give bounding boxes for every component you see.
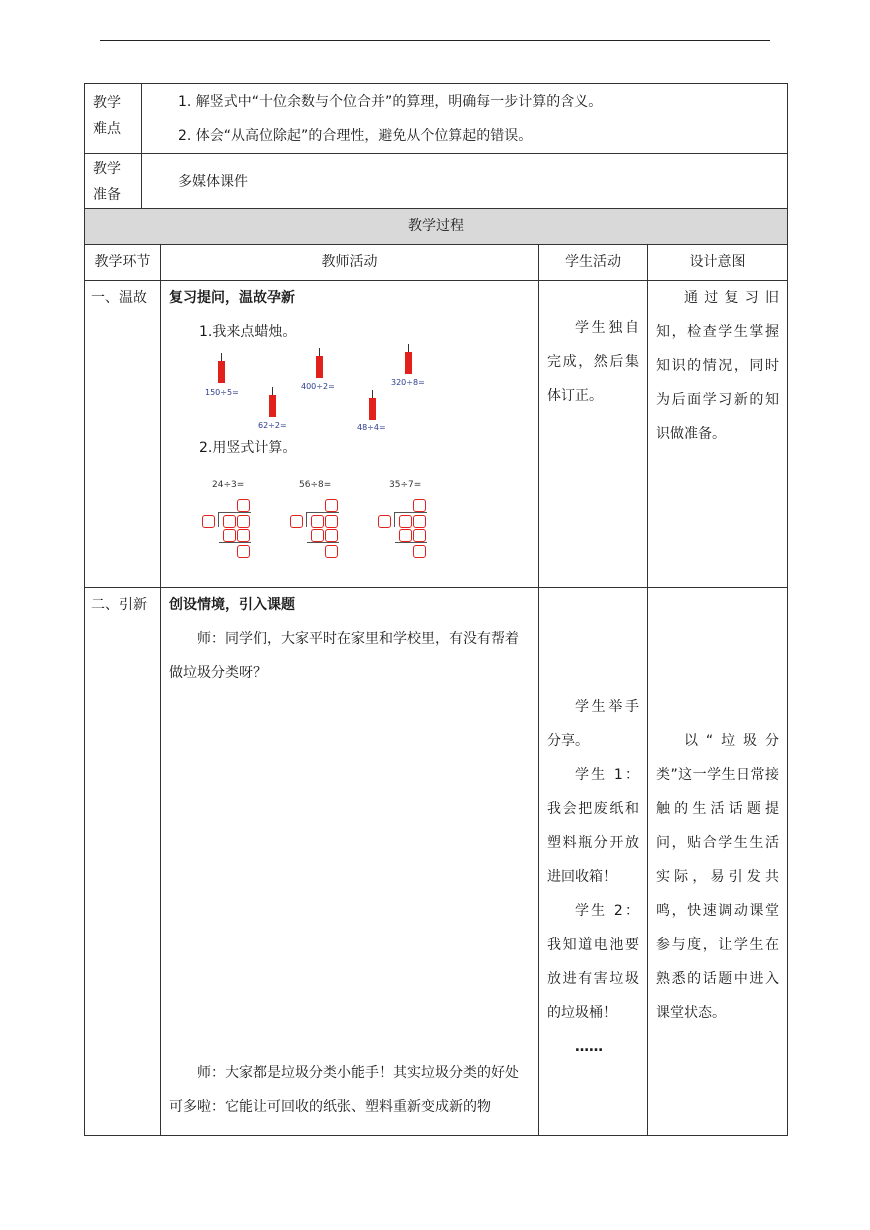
candle-label-5: 48÷4=	[357, 423, 386, 432]
stage-cell	[85, 281, 161, 588]
candle-label-1: 150÷5=	[205, 388, 239, 397]
student-share: 学生举手分享。	[547, 699, 639, 749]
difficulty-content-cell	[142, 84, 788, 154]
design-intent: 通过复习旧知，检查学生掌握知识的情况，同时为后面学习新的知识做准备。	[656, 290, 779, 442]
teacher-item-1: 1.我来点蜡烛。	[199, 324, 297, 340]
process-header-row	[85, 245, 788, 281]
difficulty-item-2: 2. 体会“从高位除起”的合理性，避免从个位算起的错误。	[178, 128, 533, 144]
difficulty-label-1: 教学	[93, 95, 121, 111]
candle-5	[369, 398, 376, 420]
candle-label-2: 400÷2=	[301, 382, 335, 391]
candle-label-3: 320÷8=	[391, 378, 425, 387]
header-rule	[100, 40, 770, 41]
student-1-answer: 学生 1：我会把废纸和塑料瓶分开放进回收箱！	[547, 767, 639, 885]
student-ellipsis: ……	[575, 1039, 603, 1055]
prep-content-cell	[142, 154, 788, 211]
prep-row	[85, 154, 788, 211]
teacher-heading: 复习提问，温故孕新	[169, 290, 295, 306]
intent-cell-2	[648, 588, 788, 1136]
student-activity: 学生独自完成，然后集体订正。	[547, 320, 639, 404]
candle-1	[218, 361, 225, 383]
division-eq-1: 24÷3=	[212, 480, 245, 490]
stage-label: 一、温故	[91, 290, 147, 306]
student-cell	[539, 281, 648, 588]
teacher-paragraph-2: 师：大家都是垃圾分类小能手！其实垃圾分类的好处可多啦：它能让可回收的纸张、塑料重新变成新的物	[169, 1065, 519, 1115]
candle-label-4: 62÷2=	[258, 421, 287, 430]
info-table	[84, 83, 788, 211]
process-row-review	[85, 281, 788, 588]
design-intent-2: 以“垃圾分类”这一学生日常接触的生活话题提问，贴合学生生活实际，易引发共鸣，快速调动课堂参与度，让学生在熟悉的话题中进入课堂状态。	[656, 733, 779, 1021]
division-eq-2: 56÷8=	[299, 480, 332, 490]
stage-cell-2	[85, 588, 161, 1136]
header-student: 学生活动	[539, 245, 648, 281]
process-title: 教学过程	[85, 209, 788, 245]
candle-2	[316, 356, 323, 378]
header-stage: 教学环节	[85, 245, 161, 281]
difficulty-item-1: 1. 解竖式中“十位余数与个位合并”的算理，明确每一步计算的含义。	[178, 94, 603, 110]
division-eq-3: 35÷7=	[389, 480, 422, 490]
prep-label-2: 准备	[93, 187, 121, 203]
teacher-item-2: 2.用竖式计算。	[199, 440, 297, 456]
stage-label-2: 二、引新	[91, 597, 147, 613]
header-intent: 设计意图	[648, 245, 788, 281]
candle-3	[405, 352, 412, 374]
prep-label-cell	[85, 154, 142, 211]
teacher-heading-2: 创设情境，引入课题	[169, 597, 295, 613]
teacher-cell	[161, 281, 539, 588]
process-row-intro	[85, 588, 788, 1136]
process-table	[84, 208, 788, 1136]
header-teacher: 教师活动	[161, 245, 539, 281]
difficulty-label-cell	[85, 84, 142, 154]
student-2-answer: 学生 2：我知道电池要放进有害垃圾的垃圾桶！	[547, 903, 639, 1021]
teacher-paragraph-1: 师：同学们，大家平时在家里和学校里，有没有帮着做垃圾分类呀？	[169, 631, 519, 681]
difficulty-row	[85, 84, 788, 154]
difficulty-label-2: 难点	[93, 121, 121, 137]
prep-value: 多媒体课件	[178, 174, 248, 190]
intent-cell	[648, 281, 788, 588]
student-cell-2	[539, 588, 648, 1136]
candle-4	[269, 395, 276, 417]
prep-label-1: 教学	[93, 161, 121, 177]
teacher-cell-2	[161, 588, 539, 1136]
